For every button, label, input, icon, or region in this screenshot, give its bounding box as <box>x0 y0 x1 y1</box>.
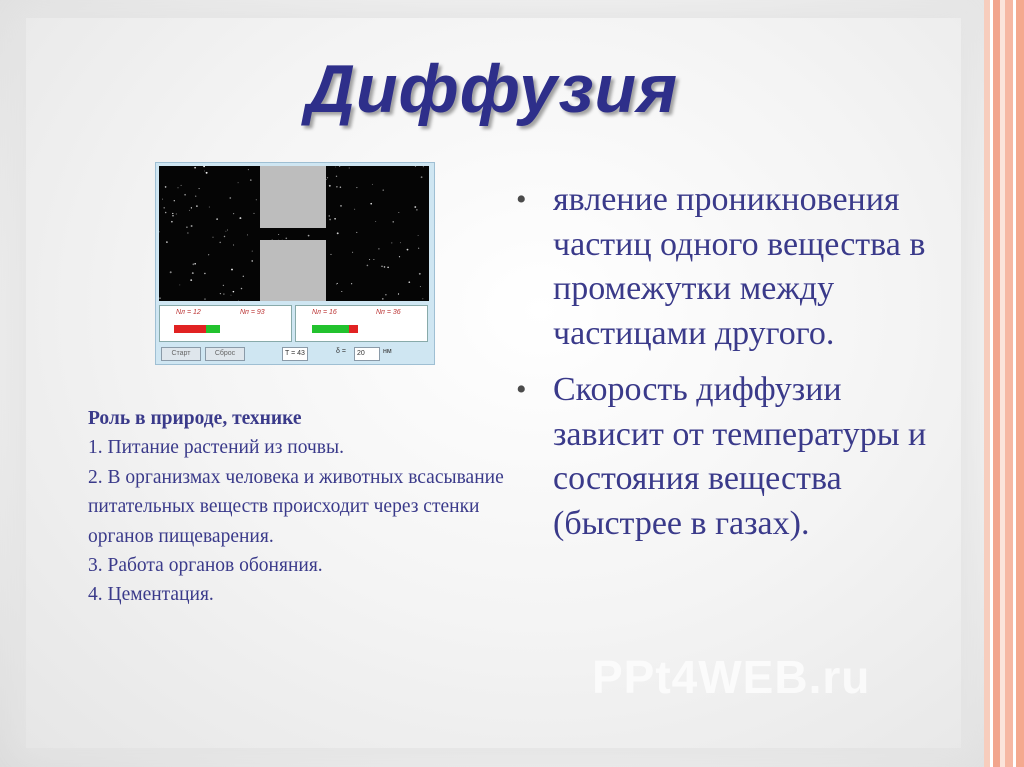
particle <box>375 221 376 222</box>
role-item: 3. Работа органов обоняния. <box>88 555 323 577</box>
particle <box>354 209 355 210</box>
particle <box>247 234 248 235</box>
particle <box>199 188 200 189</box>
bullet-speed-text: Скорость диффузии зависит от температуры и состояния вещества (быстрее в газах). <box>553 371 927 542</box>
definition-bullets <box>516 178 956 546</box>
particle <box>382 298 384 300</box>
particle <box>172 213 173 214</box>
particle <box>241 288 243 290</box>
particle <box>165 186 167 188</box>
particle <box>383 189 384 190</box>
left-panel-label-a: Nл = 12 <box>176 309 201 316</box>
particle <box>194 167 196 169</box>
particle <box>181 185 182 186</box>
simulation-controls <box>159 347 429 361</box>
particle <box>208 254 209 255</box>
particle <box>170 271 172 273</box>
particle <box>204 298 205 299</box>
start-button[interactable]: Старт <box>161 347 201 361</box>
delta-unit: нм <box>383 348 392 355</box>
temperature-field[interactable]: T = 43 <box>282 347 308 361</box>
left-panel-bar <box>174 325 220 333</box>
particle <box>414 206 416 208</box>
role-item: 4. Цементация. <box>88 584 214 606</box>
role-title: Роль в природе, технике <box>88 408 302 429</box>
particle <box>335 167 336 168</box>
particle <box>162 199 163 200</box>
particle <box>419 273 421 275</box>
particle <box>369 259 370 260</box>
particle <box>373 259 374 260</box>
particle <box>339 166 340 167</box>
reset-button[interactable]: Сброс <box>205 347 245 361</box>
particle <box>387 267 388 268</box>
particle <box>227 230 228 231</box>
particle <box>171 221 173 223</box>
particle <box>418 235 419 236</box>
particle <box>231 295 232 296</box>
particle <box>187 232 188 233</box>
particle <box>196 205 198 207</box>
particle <box>225 231 226 232</box>
particle <box>238 300 239 301</box>
particle <box>329 215 330 216</box>
particle <box>224 236 225 237</box>
particle <box>372 184 373 185</box>
particle <box>381 266 382 267</box>
particle <box>356 232 357 233</box>
right-panel-bar <box>312 325 358 333</box>
watermark: PPt4WEB.ru <box>592 651 871 703</box>
simulation-canvas <box>159 166 429 301</box>
right-counter-panel <box>295 305 428 342</box>
particle <box>212 237 213 238</box>
particle <box>203 166 205 167</box>
particle <box>329 185 331 187</box>
role-item: 2. В организмах человека и животных всасывание питательных веществ происходит через стенки органов пищеварения. <box>88 466 504 547</box>
particle <box>159 297 161 299</box>
particle <box>416 209 417 210</box>
particle <box>349 168 350 169</box>
particle <box>174 200 175 201</box>
role-item: 1. Питание растений из почвы. <box>88 437 344 459</box>
particle <box>233 213 234 214</box>
bullet-symbol: • <box>516 183 527 216</box>
particle <box>370 203 372 205</box>
particle <box>391 242 392 243</box>
particle <box>252 251 253 252</box>
particle <box>231 269 233 271</box>
particle <box>220 293 221 294</box>
particle <box>195 196 196 197</box>
particle <box>330 254 331 255</box>
particle <box>278 234 279 235</box>
bullet-definition <box>516 178 956 356</box>
particle <box>179 284 180 285</box>
particle <box>378 248 379 249</box>
particle <box>206 172 208 174</box>
particle <box>421 176 423 178</box>
particle <box>223 285 224 286</box>
particle <box>415 166 416 167</box>
particle <box>337 232 339 234</box>
particle <box>250 179 252 181</box>
particle <box>223 294 224 295</box>
particle <box>243 276 244 277</box>
particle <box>367 265 369 267</box>
particle <box>192 272 194 274</box>
particle <box>192 263 194 265</box>
particle <box>341 291 342 292</box>
particle <box>204 171 205 172</box>
right-panel-label-b: Nп = 36 <box>376 309 401 316</box>
particle <box>256 199 257 200</box>
particle <box>407 249 409 251</box>
particle <box>176 213 177 214</box>
particle <box>239 217 241 219</box>
particle <box>209 207 210 208</box>
bullet-speed <box>516 368 956 546</box>
partition-top <box>260 166 326 228</box>
partition-bottom <box>260 240 326 301</box>
particle <box>184 194 186 196</box>
particle <box>336 186 338 188</box>
particle <box>340 187 341 188</box>
particle <box>194 263 196 265</box>
particle <box>408 281 410 283</box>
left-panel-label-b: Nп = 93 <box>240 309 265 316</box>
particle <box>163 207 165 209</box>
particle <box>233 291 235 293</box>
particle <box>190 279 192 281</box>
particle <box>216 218 218 220</box>
right-panel-label-a: Nл = 16 <box>312 309 337 316</box>
particle <box>352 252 353 253</box>
decorative-stripes <box>984 0 1024 767</box>
particle <box>329 219 331 221</box>
particle <box>356 187 357 188</box>
particle <box>285 237 287 239</box>
bullet-definition-text: явление проникновения частиц одного вещества в промежутки между частицами другого. <box>553 181 926 352</box>
particle <box>418 248 419 249</box>
particle <box>189 210 190 211</box>
particle <box>336 176 337 177</box>
particle <box>251 260 252 261</box>
particle <box>159 231 160 232</box>
stripe <box>993 0 1000 767</box>
delta-field[interactable]: 20 <box>354 347 380 361</box>
role-section <box>88 404 508 610</box>
particle <box>233 245 234 246</box>
particle <box>191 225 193 227</box>
particle <box>178 187 179 188</box>
particle <box>165 212 167 214</box>
particle <box>422 298 423 299</box>
bullet-symbol: • <box>516 373 527 406</box>
particle <box>172 215 173 216</box>
particle <box>229 197 231 199</box>
particle <box>423 166 424 167</box>
stripe <box>1016 0 1024 767</box>
particle <box>398 212 399 213</box>
particle <box>238 182 239 183</box>
particle <box>191 207 192 208</box>
particle <box>166 241 168 243</box>
particle <box>204 273 205 274</box>
particle <box>327 177 328 178</box>
particle <box>400 242 401 243</box>
stripe <box>1005 0 1013 767</box>
particle <box>334 218 336 220</box>
particle <box>351 283 352 284</box>
particle <box>399 256 400 257</box>
slide-title: Диффузия <box>305 51 679 127</box>
diffusion-simulation <box>155 162 435 365</box>
left-counter-panel <box>159 305 292 342</box>
particle <box>254 213 255 214</box>
particle <box>308 235 310 237</box>
particle <box>393 221 394 222</box>
particle <box>186 226 188 228</box>
particle <box>420 286 421 287</box>
particle <box>219 242 221 244</box>
particle <box>398 293 399 294</box>
particle <box>336 283 337 284</box>
particle <box>384 266 386 268</box>
particle <box>385 294 386 295</box>
particle <box>340 205 342 207</box>
particle <box>248 169 249 170</box>
delta-label: δ = <box>336 348 346 355</box>
